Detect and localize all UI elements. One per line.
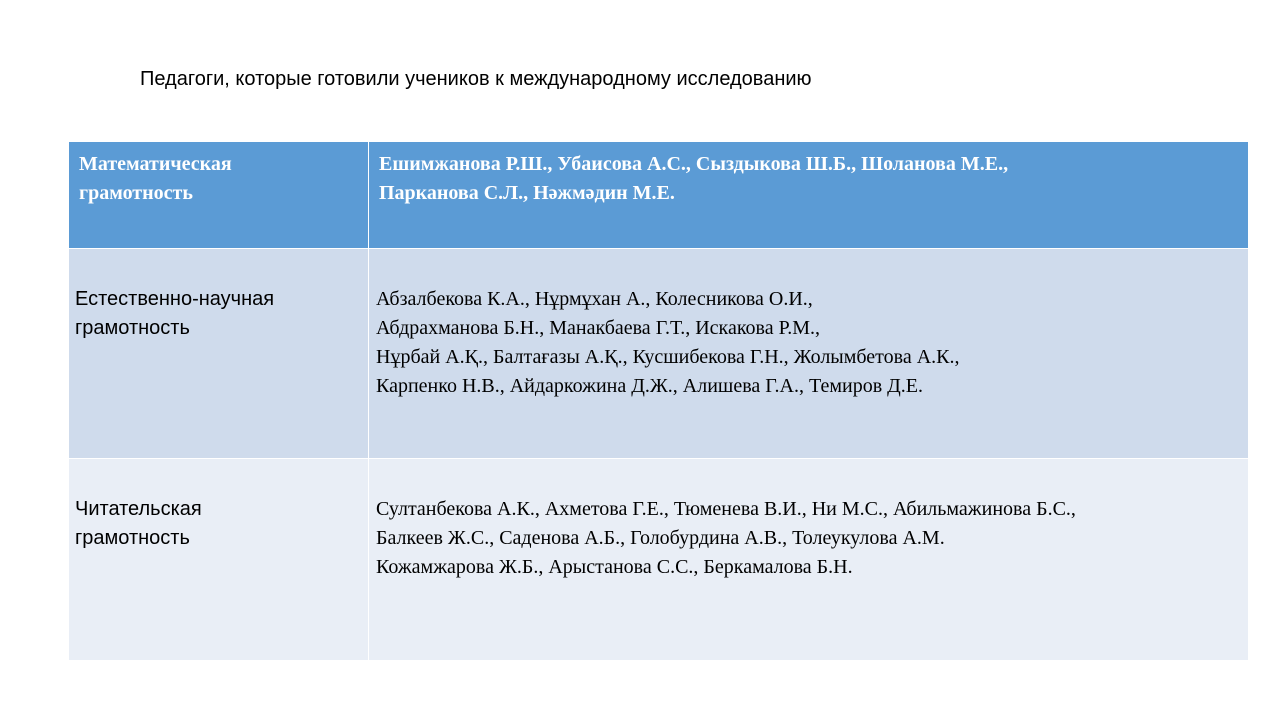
header-names-line-1: Ешимжанова Р.Ш., Убаисова А.С., Сыздыкова Ш.Б., Шоланова М.Е.,: [379, 153, 1009, 175]
names-line: Карпенко Н.В., Айдаркожина Д.Ж., Алишева Г.А., Темиров Д.Е.: [376, 375, 923, 397]
header-subject-line-1: Математическая: [79, 153, 232, 175]
names-cell-science: [369, 249, 1249, 459]
subject-cell-science: [69, 249, 369, 459]
header-names-line-2: Парканова С.Л., Нәжмәдин М.Е.: [379, 182, 675, 204]
names-line: Балкеев Ж.С., Саденова А.Б., Голобурдина А.В., Толеукулова А.М.: [376, 527, 945, 549]
table-row-science: [69, 249, 1249, 459]
header-subject-cell: [69, 142, 369, 249]
names-cell-reading: [369, 459, 1249, 661]
table-row-reading: [69, 459, 1249, 661]
subject-cell-reading: [69, 459, 369, 661]
slide-title: Педагоги, которые готовили учеников к международному исследованию: [140, 68, 812, 90]
teachers-table: [68, 141, 1249, 661]
subject-line-2: грамотность: [75, 317, 190, 339]
subject-line-1: Естественно-научная: [75, 288, 275, 310]
names-line: Абдрахманова Б.Н., Манакбаева Г.Т., Искакова Р.М.,: [376, 317, 820, 339]
names-line: Нұрбай А.Қ., Балтағазы А.Қ., Кусшибекова Г.Н., Жолымбетова А.К.,: [376, 346, 960, 368]
names-line: Абзалбекова К.А., Нұрмұхан А., Колесникова О.И.,: [376, 288, 813, 310]
names-line: Кожамжарова Ж.Б., Арыстанова С.С., Беркамалова Б.Н.: [376, 556, 853, 578]
subject-line-1: Читательская: [75, 498, 202, 520]
table-header-row: [69, 142, 1249, 249]
header-names-cell: [369, 142, 1249, 249]
header-subject-line-2: грамотность: [79, 182, 193, 204]
subject-line-2: грамотность: [75, 527, 190, 549]
names-line: Султанбекова А.К., Ахметова Г.Е., Тюменева В.И., Ни М.С., Абильмажинова Б.С.,: [376, 498, 1076, 520]
